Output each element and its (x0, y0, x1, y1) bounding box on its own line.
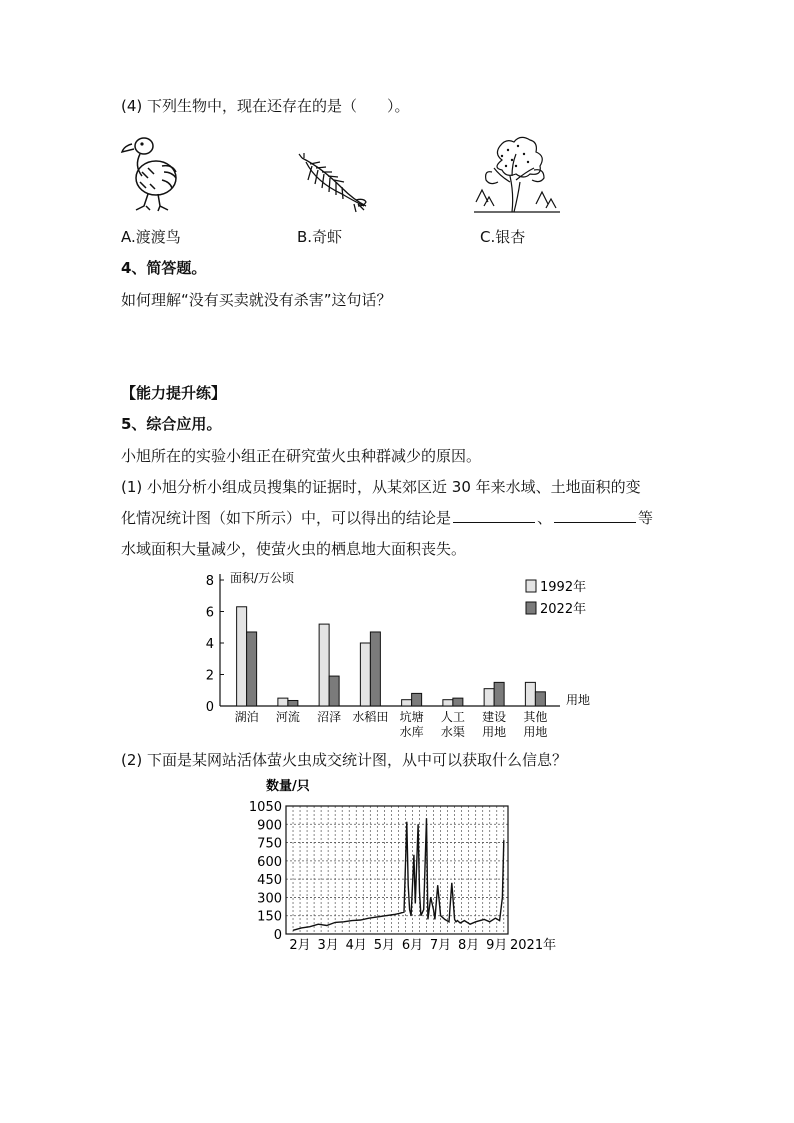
category-label: 用地 (523, 725, 548, 738)
bar-1992 (525, 682, 535, 706)
answer-blank-1[interactable] (453, 508, 535, 523)
bar-1992 (360, 643, 370, 706)
category-label: 水稻田 (352, 710, 389, 724)
legend-label: 2022年 (540, 602, 587, 617)
category-label: 建设 (482, 710, 507, 724)
x-tick-label: 9月 (486, 938, 508, 952)
legend-swatch (526, 580, 536, 592)
bar-1992 (237, 607, 247, 706)
x-tick-label: 8月 (458, 938, 480, 952)
category-label: 沼泽 (317, 710, 342, 724)
option-a: A.渡渡鸟 (121, 228, 181, 246)
y-tick-label: 1050 (248, 800, 282, 815)
anomalocaris-image (298, 152, 370, 214)
y-tick-label: 2 (205, 668, 214, 684)
ginkgo-tree-image (472, 132, 562, 216)
category-label: 河流 (275, 710, 300, 724)
category-label: 用地 (482, 725, 507, 738)
section-5-intro: 小旭所在的实验小组正在研究萤火虫种群减少的原因。 (121, 447, 482, 465)
q1-line-2-text: 化情况统计图（如下所示）中，可以得出的结论是 (121, 509, 452, 527)
bar-2022 (329, 676, 339, 706)
option-b: B.奇虾 (297, 228, 343, 246)
y-tick-label: 900 (257, 818, 282, 834)
answer-blank-2[interactable] (554, 508, 636, 523)
x-tick-label: 7月 (429, 938, 452, 952)
bar-2022 (412, 693, 422, 706)
bar-2022 (370, 632, 380, 706)
option-c: C.银杏 (480, 228, 526, 246)
category-label: 其他 (523, 710, 548, 724)
x-axis-label: 用地 (566, 693, 591, 707)
q1-line-1: (1) 小旭分析小组成员搜集的证据时，从某郊区近 30 年来水域、土地面积的变 (121, 478, 641, 496)
x-tick-label: 5月 (373, 938, 395, 952)
question-4-text: (4) 下列生物中，现在还存在的是（ ）。 (121, 97, 410, 115)
category-label: 湖泊 (234, 710, 259, 724)
bar-2022 (494, 682, 504, 706)
q1-line-3: 水域面积大量减少，使萤火虫的栖息地大面积丧失。 (121, 540, 467, 558)
y-tick-label: 600 (257, 854, 282, 870)
x-tick-label: 6月 (401, 938, 424, 952)
y-tick-label: 300 (257, 891, 282, 907)
bar-2022 (535, 692, 545, 706)
section-4-title: 4、简答题。 (121, 259, 207, 277)
y-tick-label: 0 (205, 700, 214, 715)
category-label: 水库 (399, 725, 424, 738)
section-5-title: 5、综合应用。 (121, 415, 222, 433)
category-label: 水渠 (440, 725, 465, 738)
legend-swatch (526, 602, 536, 614)
category-label: 坑塘 (399, 710, 424, 724)
bar-1992 (319, 624, 329, 706)
firefly-trade-line-chart (246, 776, 566, 952)
bar-2022 (288, 700, 298, 706)
category-label: 人工 (440, 710, 465, 724)
q2-text: (2) 下面是某网站活体萤火虫成交统计图，从中可以获取什么信息？ (121, 751, 568, 769)
legend-label: 1992年 (540, 580, 587, 595)
y-tick-label: 0 (273, 928, 282, 943)
y-tick-label: 150 (257, 909, 282, 925)
x-unit-label: 2021年 (510, 938, 557, 952)
ability-heading: 【能力提升练】 (121, 384, 227, 402)
y-tick-label: 450 (257, 873, 282, 889)
y-axis-label: 数量/只 (266, 779, 310, 794)
plot-frame (286, 806, 508, 934)
q1-line-2-end: 等 (638, 509, 654, 527)
land-area-bar-chart (200, 566, 600, 738)
bar-2022 (247, 632, 257, 706)
y-axis-label: 面积/万公顷 (230, 571, 295, 585)
dodo-bird-image (118, 132, 182, 214)
q1-line-2 (121, 508, 653, 528)
bar-2022 (453, 698, 463, 706)
y-tick-label: 8 (205, 574, 214, 589)
q1-separator: 、 (537, 509, 553, 527)
y-tick-label: 750 (257, 836, 282, 852)
bar-1992 (484, 689, 494, 706)
x-tick-label: 4月 (345, 938, 367, 952)
bar-1992 (278, 698, 288, 706)
bar-1992 (402, 700, 412, 706)
x-tick-label: 3月 (317, 938, 339, 952)
y-tick-label: 4 (205, 637, 214, 652)
bar-1992 (443, 700, 453, 706)
y-tick-label: 6 (205, 605, 214, 621)
section-4-question: 如何理解“没有买卖就没有杀害”这句话？ (121, 291, 392, 309)
x-tick-label: 2月 (289, 938, 311, 952)
